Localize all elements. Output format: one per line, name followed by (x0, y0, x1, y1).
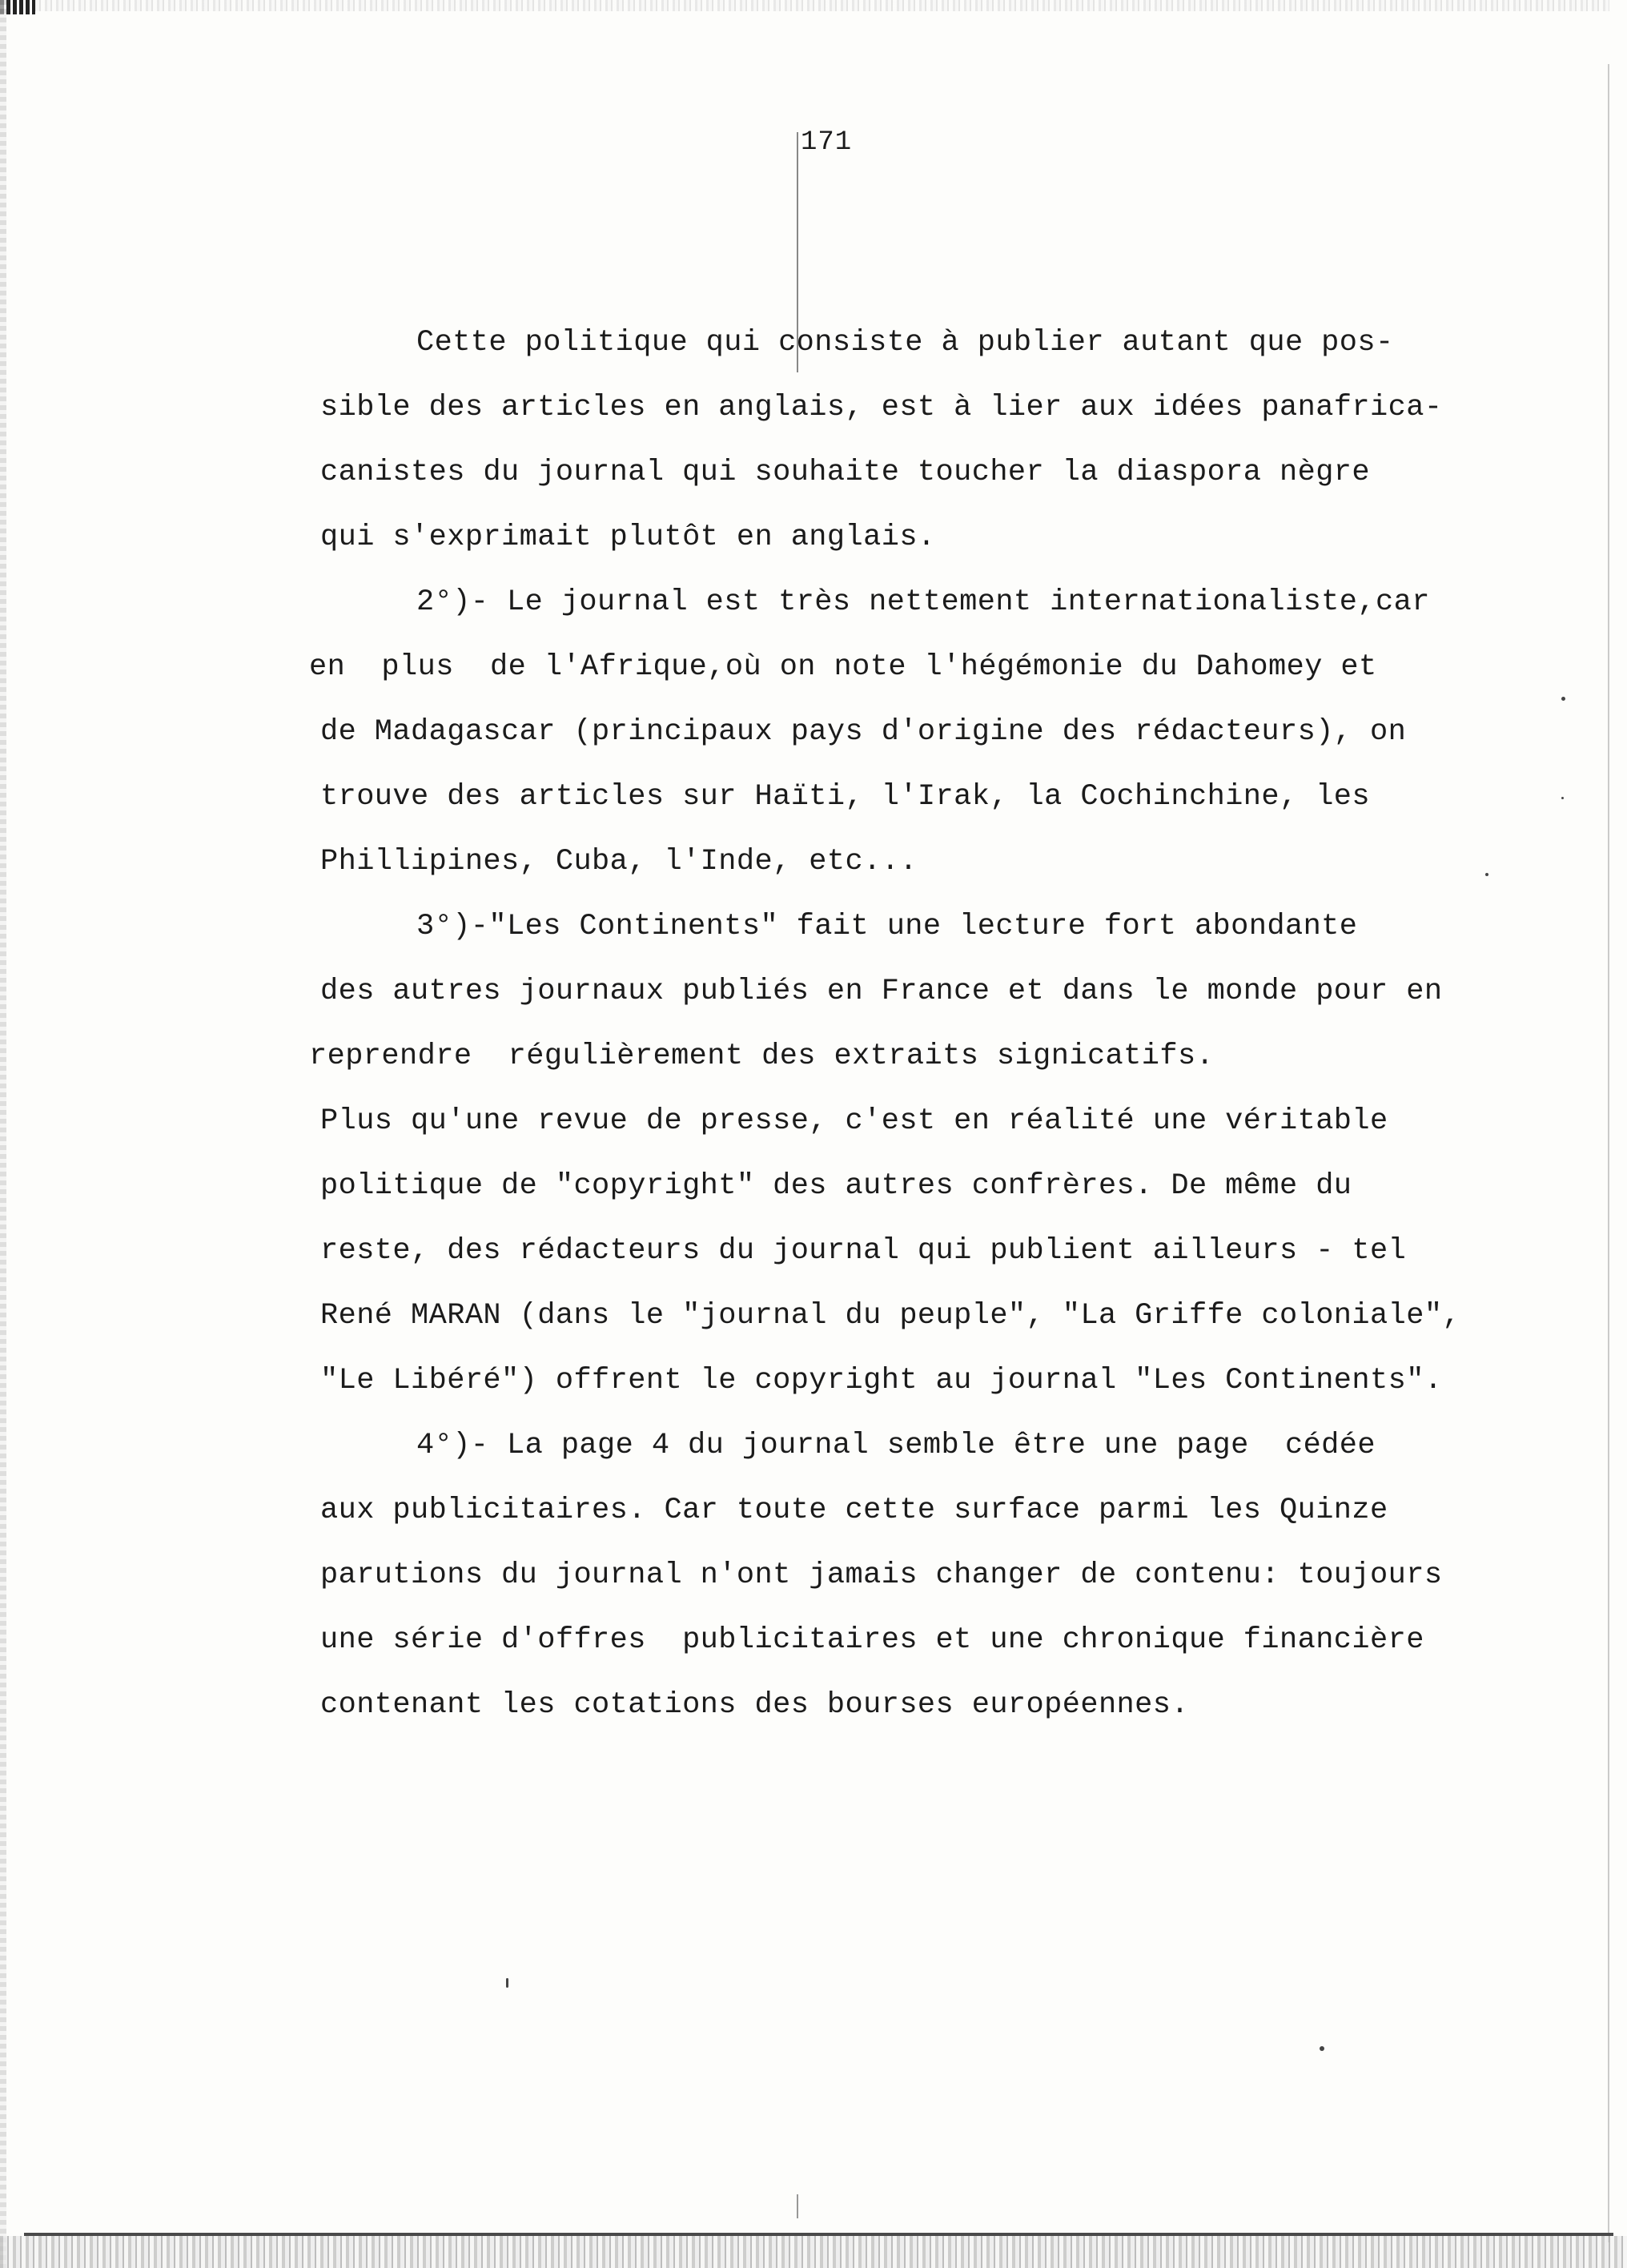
scan-top-edge (0, 0, 1609, 11)
text-line: parutions du journal n'ont jamais changer de contenu: toujours (320, 1558, 1443, 1592)
text-line: Plus qu'une revue de presse, c'est en réalité une véritable (320, 1104, 1388, 1138)
scan-left-edge (0, 0, 6, 2268)
text-line: René MARAN (dans le "journal du peuple", "La Griffe coloniale", (320, 1299, 1461, 1333)
page-number: 171 (801, 127, 853, 158)
text-line: trouve des articles sur Haïti, l'Irak, la Cochinchine, les (320, 780, 1371, 814)
text-line: politique de "copyright" des autres confrères. De même du (320, 1169, 1352, 1203)
text-line: une série d'offres publicitaires et une chronique financière (320, 1623, 1424, 1657)
text-line: sible des articles en anglais, est à lier aux idées panafrica- (320, 391, 1443, 424)
scan-bottom-edge (0, 2236, 1627, 2268)
text-line: aux publicitaires. Car toute cette surface parmi les Quinze (320, 1494, 1388, 1527)
text-line: 2°)- Le journal est très nettement internationaliste,car (416, 585, 1430, 619)
text-line: des autres journaux publiés en France et dans le monde pour en (320, 975, 1443, 1008)
text-line: canistes du journal qui souhaite toucher la diaspora nègre (320, 456, 1371, 489)
text-line: "Le Libéré") offrent le copyright au journal "Les Continents". (320, 1364, 1443, 1397)
text-line: contenant les cotations des bourses européennes. (320, 1688, 1189, 1722)
body-text (309, 311, 1601, 1738)
text-line: Cette politique qui consiste à publier autant que pos- (416, 326, 1394, 360)
scan-right-edge (1608, 64, 1609, 2242)
text-line: reste, des rédacteurs du journal qui publient ailleurs - tel (320, 1234, 1407, 1268)
text-line: 4°)- La page 4 du journal semble être une page cédée (416, 1429, 1376, 1462)
text-line: en plus de l'Afrique,où on note l'hégémonie du Dahomey et (309, 650, 1377, 684)
text-line: 3°)-"Les Continents" fait une lecture fort abondante (416, 910, 1358, 943)
scan-speck (1320, 2046, 1324, 2051)
text-line: qui s'exprimait plutôt en anglais. (320, 521, 936, 554)
scan-speck (506, 1978, 508, 1988)
text-line: Phillipines, Cuba, l'Inde, etc... (320, 845, 918, 879)
text-line: de Madagascar (principaux pays d'origine des rédacteurs), on (320, 715, 1407, 749)
text-line: reprendre régulièrement des extraits signicatifs. (309, 1040, 1215, 1073)
binding-gutter-line-bottom (797, 2194, 798, 2218)
